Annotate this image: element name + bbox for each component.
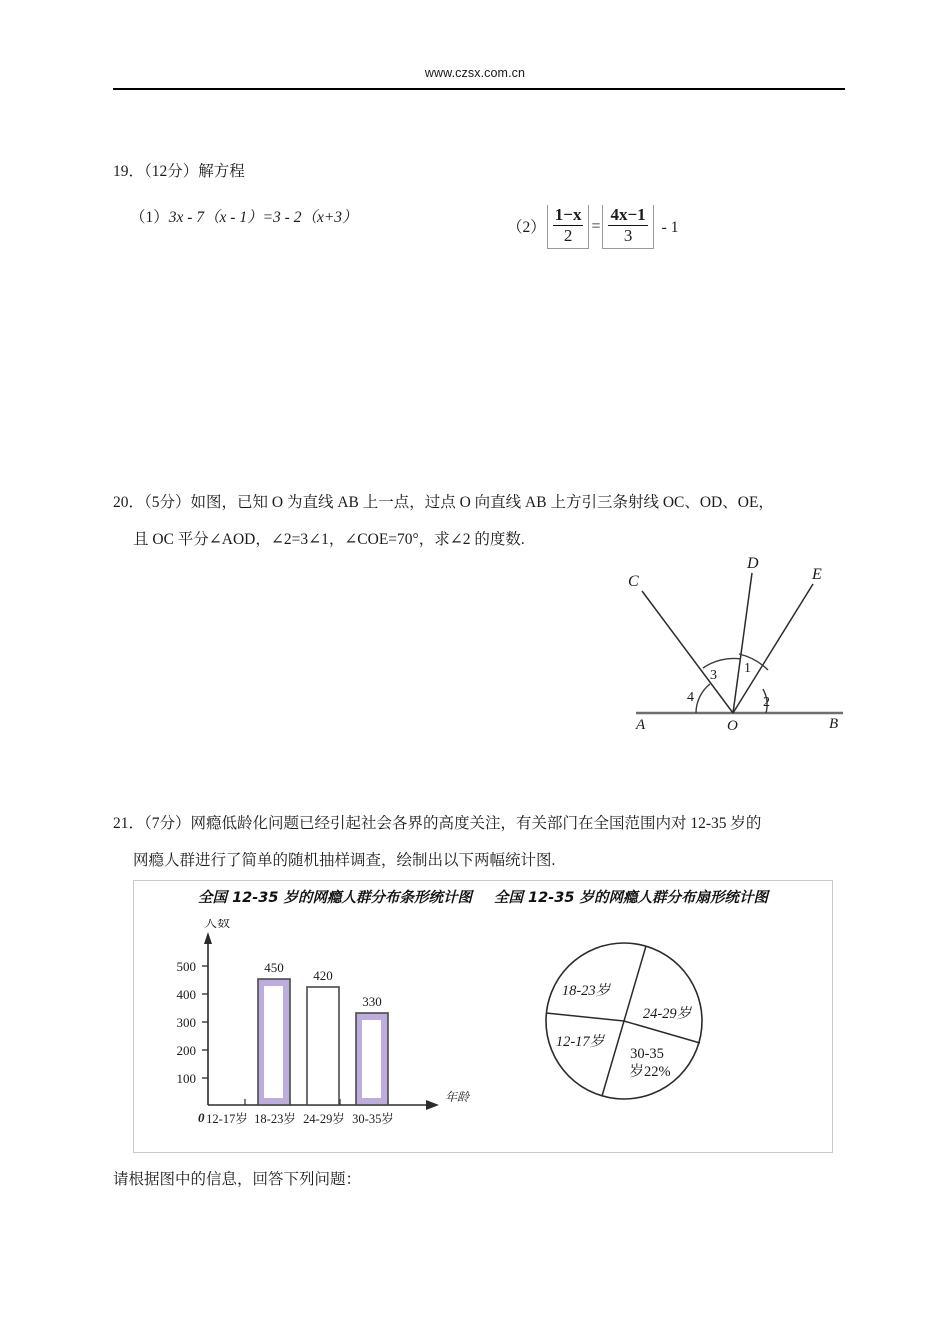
label-angle-1: 1 xyxy=(744,661,751,676)
question-20-line-2: 且 OC 平分∠AOD，∠2=3∠1，∠COE=70°，求∠2 的度数. xyxy=(133,531,525,548)
bar-inner-30-35 xyxy=(362,1020,381,1098)
label-point-C: C xyxy=(628,573,639,590)
fraction-left xyxy=(547,205,590,249)
fraction-right-denominator: 3 xyxy=(623,226,633,246)
question-19-heading: 19．（12分）解方程 xyxy=(113,163,245,180)
fraction-left-numerator: 1−x xyxy=(553,206,584,226)
geometry-diagram-svg xyxy=(600,548,860,743)
pie-label-30-35-line1: 30-35 xyxy=(630,1046,664,1062)
label-point-D: D xyxy=(747,555,759,572)
site-url-header: www.czsx.com.cn xyxy=(424,66,526,80)
question-21-statistics-figure xyxy=(133,880,833,1153)
bar-chart-svg xyxy=(146,919,506,1144)
bar-chart xyxy=(146,919,506,1144)
x-axis-arrow xyxy=(426,1100,439,1110)
bar-value-24-29: 420 xyxy=(313,968,333,983)
question-21-line-2: 网瘾人群进行了简单的随机抽样调查，绘制出以下两幅统计图. xyxy=(133,852,556,869)
question-21-trailing-prompt: 请根据图中的信息，回答下列问题： xyxy=(113,1171,362,1188)
bar-24-29 xyxy=(307,987,339,1105)
y-tick-label-200: 200 xyxy=(176,1043,196,1058)
question-19-part-2 xyxy=(507,206,678,250)
bar-inner-18-23 xyxy=(264,986,283,1098)
bar-value-18-23: 450 xyxy=(264,960,284,975)
equation-fractions xyxy=(546,206,679,250)
x-category-label-12-17: 12-17岁 xyxy=(206,1112,248,1126)
question-20-line-1: 20．（5分）如图，已知 O 为直线 AB 上一点，过点 O 向直线 AB 上方引三条射线 OC、OD、OE， xyxy=(113,494,774,511)
figure-21-titles xyxy=(134,886,832,907)
pie-label-30-35-line2: 岁22% xyxy=(629,1064,671,1080)
y-tick-label-300: 300 xyxy=(176,1015,196,1030)
origin-label: 0 xyxy=(198,1110,205,1125)
label-point-O: O xyxy=(727,718,738,734)
angle-4-arc xyxy=(696,684,710,713)
equation-tail-term: - 1 xyxy=(661,218,679,236)
fraction-right xyxy=(602,205,653,249)
ray-OD xyxy=(733,573,752,713)
pie-label-18-23: 18-23岁 xyxy=(561,983,611,999)
x-category-label-18-23: 18-23岁 xyxy=(254,1112,296,1126)
label-angle-4: 4 xyxy=(687,690,694,705)
fraction-right-numerator: 4x−1 xyxy=(608,206,647,226)
y-axis-title: 人数 xyxy=(204,919,231,930)
pie-label-24-29: 24-29岁 xyxy=(642,1006,692,1022)
ray-OE xyxy=(733,584,813,713)
y-tick-label-100: 100 xyxy=(176,1071,196,1086)
label-point-E: E xyxy=(812,566,822,583)
x-category-label-30-35: 30-35岁 xyxy=(352,1112,394,1126)
question-21-line-1: 21．（7分）网瘾低龄化问题已经引起社会各界的高度关注，有关部门在全国范围内对 12‑35 岁的 xyxy=(113,815,762,832)
q19-part1-label: （1） xyxy=(130,209,169,226)
q19-part2-label: （2） xyxy=(507,218,546,236)
angle-3-arc xyxy=(703,658,741,668)
question-19-part-1 xyxy=(130,206,358,230)
q19-part1-expression: 3x - 7（x - 1）=3 - 2（x+3） xyxy=(168,209,358,226)
label-angle-3: 3 xyxy=(710,668,717,683)
x-category-label-24-29: 24-29岁 xyxy=(303,1112,345,1126)
y-tick-label-400: 400 xyxy=(176,987,196,1002)
label-angle-2: 2 xyxy=(763,695,770,710)
pie-label-12-17: 12-17岁 xyxy=(555,1034,605,1050)
fraction-left-denominator: 2 xyxy=(563,226,573,246)
x-axis-title: 年龄 xyxy=(445,1090,470,1104)
bar-30-35 xyxy=(356,1013,388,1105)
y-axis-ticks xyxy=(202,966,208,1078)
question-20-geometry-figure xyxy=(600,548,860,743)
pie-chart xyxy=(524,921,734,1136)
bar-rect-24-29 xyxy=(307,987,339,1105)
header-divider xyxy=(113,88,845,90)
pie-chart-svg xyxy=(524,921,734,1136)
equals-sign: = xyxy=(591,218,601,236)
bar-18-23 xyxy=(258,979,290,1105)
label-point-B: B xyxy=(829,716,839,732)
bar-chart-title: 全国 12-35 岁的网瘾人群分布条形统计图 xyxy=(198,890,472,906)
y-tick-label-500: 500 xyxy=(176,959,196,974)
y-axis-arrow xyxy=(204,932,212,944)
bar-value-30-35: 330 xyxy=(362,994,382,1009)
label-point-A: A xyxy=(636,717,646,733)
pie-chart-title: 全国 12-35 岁的网瘾人群分布扇形统计图 xyxy=(494,890,768,906)
